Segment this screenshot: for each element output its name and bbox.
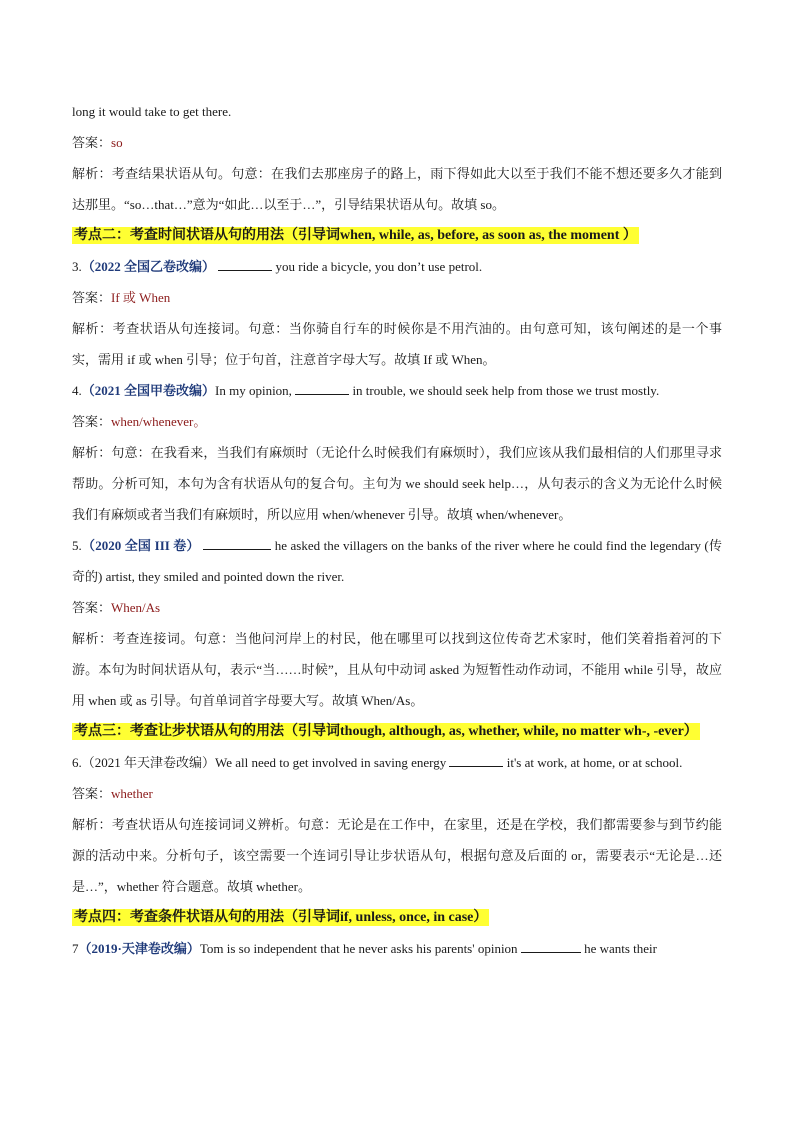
answer-label: 答案： [72, 786, 112, 801]
answer-value: If 或 When [111, 290, 171, 305]
document-page [72, 96, 722, 964]
answer-value: whether [111, 786, 153, 801]
answer-3 [72, 282, 722, 313]
prev-analysis [72, 158, 722, 220]
answer-value: when/whenever。 [111, 414, 207, 429]
answer-5 [72, 592, 722, 623]
answer-value: so [111, 135, 123, 150]
analysis-label: 解析： [72, 166, 112, 181]
question-source: （2021 年天津卷改编） [81, 755, 216, 770]
answer-label: 答案： [72, 600, 112, 615]
intro-tail: long it would take to get there. [72, 104, 232, 119]
section-heading-4 [72, 902, 722, 933]
answer-blank [449, 754, 503, 767]
answer-value: When/As [111, 600, 161, 615]
question-4: 4.（2021 全国甲卷改编）In my opinion, in trouble, we should seek help from those we trust mostly. [72, 383, 660, 398]
question-source: （2020 全国 III 卷） [81, 538, 200, 553]
answer-6 [72, 778, 722, 809]
analysis-5: 解析：考查连接词。句意：当他问河岸上的村民，他在哪里可以找到这位传奇艺术家时，他们笑着指着河的下游。本句为时间状语从句，表示“当……时候”，且从句中动词 asked 为短暂性动作动词，不能用 while 引导，故应用 when 或 as 引导。句首单词首字母要大写。故填 When/As。 [72, 631, 722, 708]
answer-blank [521, 940, 581, 953]
section-heading-text: 考点三：考查让步状语从句的用法（引导词though, although, as, whether, while, no matter wh-, -ever） [74, 724, 698, 739]
section-heading-2 [72, 220, 722, 251]
prev-answer [72, 127, 722, 158]
section-heading-text: 考点二：考查时间状语从句的用法（引导词when, while, as, before, as soon as, the moment ） [74, 228, 637, 243]
analysis-3: 解析：考查状语从句连接词。句意：当你骑自行车的时候你是不用汽油的。由句意可知，该句阐述的是一个事实，需用 if 或 when 引导；位于句首，注意首字母大写。故填 If 或 When。 [72, 321, 722, 367]
question-source: （2019·天津卷改编） [78, 941, 200, 956]
analysis-6: 解析：考查状语从句连接词词义辨析。句意：无论是在工作中，在家里，还是在学校，我们都需要参与到节约能源的活动中来。分析句子，该空需要一个连词引导让步状语从句，根据句意及后面的 or，需要表示“无论是…还是…”，whether 符合题意。故填 whether。 [72, 817, 722, 894]
section-heading-3 [72, 716, 722, 747]
analysis-4: 解析：句意：在我看来，当我们有麻烦时（无论什么时候我们有麻烦时），我们应该从我们最相信的人们那里寻求帮助。分析可知，本句为含有状语从句的复合句。主句为 we should seek help…，从句表示的含义为无论什么时候我们有麻烦或者当我们有麻烦时，所以应用 when/whenever 引导。故填 when/whenever。 [72, 445, 722, 522]
analysis-text: 考查结果状语从句。句意：在我们去那座房子的路上，雨下得如此大以至于我们不能不想还要多久才能到达那里。“so…that…”意为“如此…以至于…”，引导结果状语从句。故填 so。 [72, 166, 722, 212]
answer-label: 答案： [72, 290, 112, 305]
answer-blank [295, 382, 349, 395]
answer-4 [72, 406, 722, 437]
section-heading-text: 考点四：考查条件状语从句的用法（引导词if, unless, once, in case） [74, 910, 488, 925]
question-6: 6.（2021 年天津卷改编）We all need to get involved in saving energy it's at work, at home, or at school. [72, 755, 683, 770]
answer-label: 答案： [72, 414, 112, 429]
answer-blank [218, 258, 272, 271]
question-source: （2022 全国乙卷改编） [81, 259, 216, 274]
answer-blank [203, 537, 271, 550]
answer-label: 答案： [72, 135, 112, 150]
question-source: （2021 全国甲卷改编） [81, 383, 216, 398]
question-5: 5.（2020 全国 III 卷） he asked the villagers on the banks of the river where he could find the legendary (传奇的) artist, they smiled and pointed down the river. [72, 538, 722, 584]
question-3: 3.（2022 全国乙卷改编） you ride a bicycle, you don’t use petrol. [72, 259, 483, 274]
question-7: 7（2019·天津卷改编）Tom is so independent that he never asks his parents' opinion he wants their [72, 941, 657, 956]
